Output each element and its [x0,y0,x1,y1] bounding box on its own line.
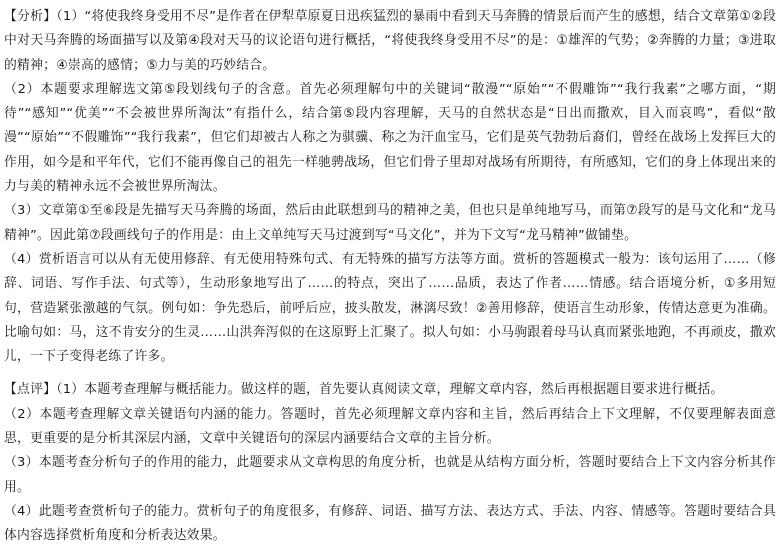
comment-paragraph-1: 【点评】（1）本题考查理解与概括能力。做这样的题，首先要认真阅读文章，理解文章内容，然后再根据题目要求进行概括。 [4,382,724,398]
analysis-paragraph-3: （3）文章第①至⑥段是先描写天马奔腾的场面，然后由此联想到马的精神之美，但也只是单纯地写马，而第⑦段写的是马文化和“龙马精神”。因此第⑦段画线句子的作用是：由上文单纯写天马过渡到写“马文化”，并为下文写“龙马精神”做铺垫。 [4,203,776,243]
comment-paragraph-4: （4）此题考查赏析句子的能力。赏析句子的角度很多，有修辞、词语、描写方法、表达方式、手法、内容、情感等。答题时要结合具体内容选择赏析角度和分析表达效果。 [4,503,776,544]
comment-section [4,378,776,548]
comment-paragraph-2: （2）本题考查理解文章关键语句内涵的能力。答题时，首先必须理解文章内容和主旨，然后再结合上下文理解，不仅要理解表面意思，更重要的是分析其深层内涵，文章中关键语句的深层内涵要结合文章的主旨分析。 [4,406,776,447]
analysis-paragraph-2: （2）本题要求理解选文第⑤段划线句子的含意。首先必须理解句中的关键词“散漫”“原始”“不假雕饰”“我行我素”之哪方面，“期待”“感知”“优美”“不会被世界所淘汰”有指什么，结合第⑤段内容理解，天马的自然状态是“日出而撒欢，目入而哀鸣”，看似“散漫”“原始”“不假雕饰”“我行我素”，但它们却被古人称之为骐骥、称之为汗血宝马，它们是英气勃勃后裔们，曾经在战场上发挥巨大的作用，如今是和平年代，它们不能再像自己的祖先一样驰骋战场，但它们骨子里却对战场有所期待，有所感知，它们的身上体现出来的力与美的精神永远不会被世界所淘汰。 [4,81,776,195]
analysis-paragraph-4: （4）赏析语言可以从有无使用修辞、有无使用特殊句式、有无特殊的描写方法等方面。赏析的答题模式一般为：该句运用了……（修辞、词语、写作手法、句式等），生动形象地写出了……的特点，突出了……品质，表达了作者……情感。结合语境分析，①多用短句，营造紧张激越的气氛。例句如：争先恐后，前呼后应，披头散发，淋漓尽致！②善用修辞，使语言生动形象，传情达意更为准确。比喻句如：马，这不肯安分的生灵……山洪奔泻似的在这原野上汇聚了。拟人句如：小马驹跟着母马认真而紧张地跑，不再顽皮，撒欢儿，一下子变得老练了许多。 [4,251,776,365]
comment-paragraph-3: （3）本题考查分析句子的作用的能力，此题要求从文章构思的角度分析，也就是从结构方面分析，答题时要结合上下文内容分析其作用。 [4,455,776,495]
analysis-section [4,5,776,369]
analysis-paragraph-1: 【分析】（1）“将使我终身受用不尽”是作者在伊犁草原夏日迅疾猛烈的暴雨中看到天马奔腾的情景后而产生的感想，结合文章第①②段中对天马奔腾的场面描写以及第④段对天马的议论语句进行概括，“将使我终身受用不尽”的是：①雄浑的气势；②奔腾的力量；③进取的精神；④崇高的感情；⑤力与美的巧妙结合。 [4,9,776,73]
section-spacer [4,369,776,378]
